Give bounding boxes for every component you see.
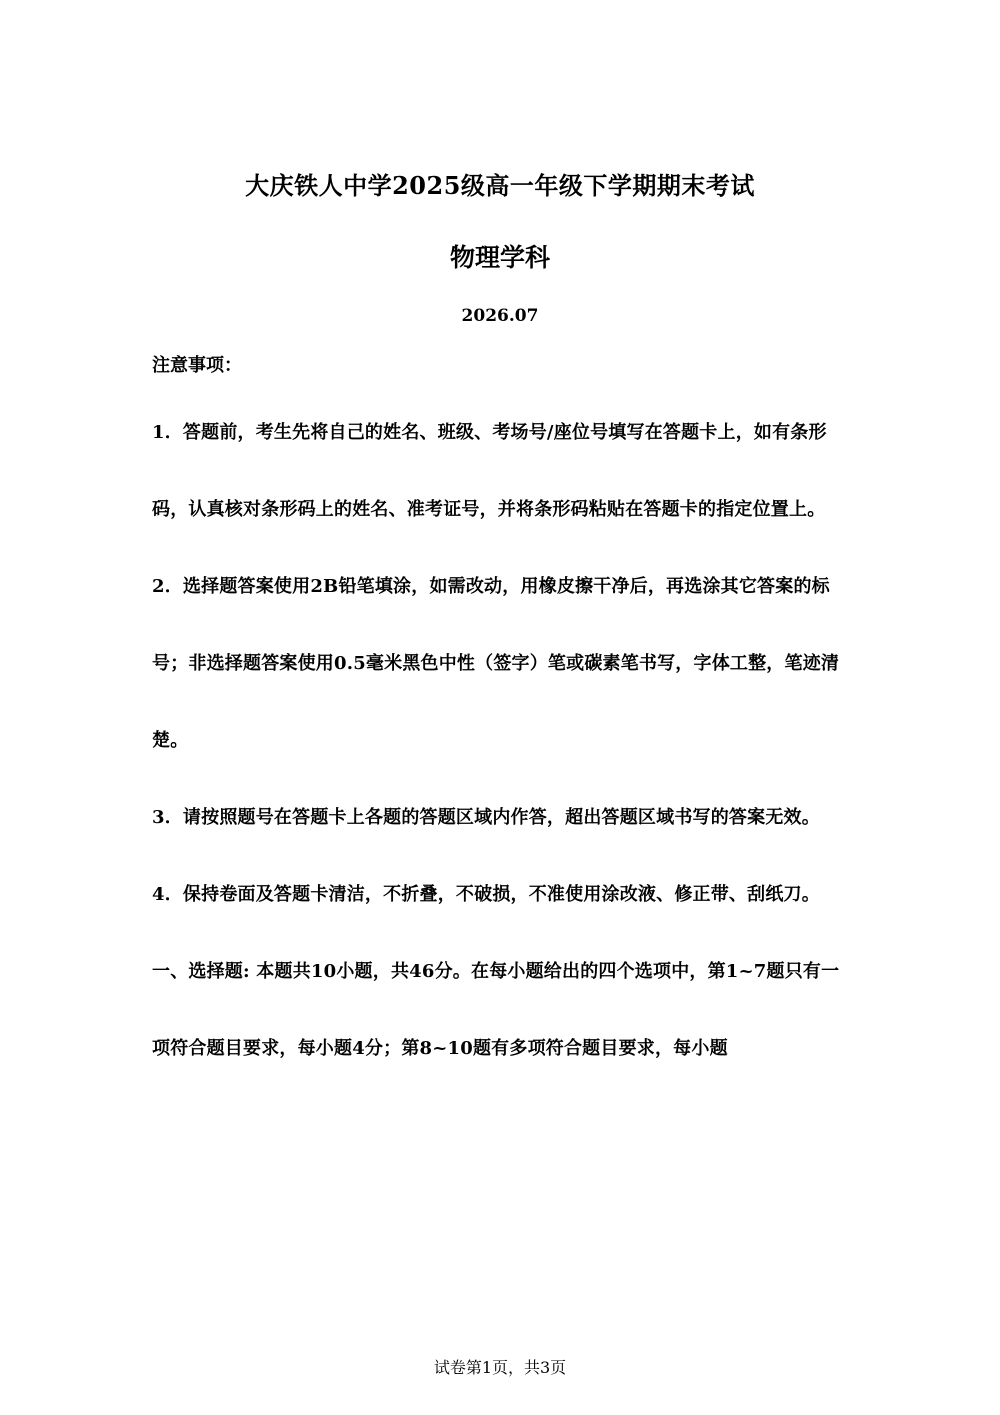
notice-item-1: 1．答题前，考生先将自己的姓名、班级、考场号/座位号填写在答题卡上，如有条形码，认真核对条形码上的姓名、准考证号，并将条形码粘贴在答题卡的指定位置上。 [152, 422, 827, 520]
notice-heading: 注意事项： [152, 355, 242, 376]
instructions-section [152, 352, 852, 1111]
notice-item-2: 2．选择题答案使用2B铅笔填涂，如需改动，用橡皮擦干净后，再选涂其它答案的标号；非选择题答案使用0.5毫米黑色中性（签字）笔或碳素笔书写，字体工整，笔迹清楚。 [152, 576, 840, 751]
choice-section-intro: 一、选择题: 本题共10小题，共46分。在每小题给出的四个选项中，第1~7题只有一项符合题目要求，每小题4分；第8~10题有多项符合题目要求，每小题 [152, 961, 840, 1059]
notice-item-3: 3．请按照题号在答题卡上各题的答题区域内作答，超出答题区域书写的答案无效。 [152, 807, 820, 828]
notice-item-4: 4．保持卷面及答题卡清洁，不折叠，不破损，不准使用涂改液、修正带、刮纸刀。 [152, 884, 820, 905]
exam-title: 大庆铁人中学2025级高一年级下学期期末考试 [245, 171, 755, 200]
subject-title: 物理学科 [449, 243, 550, 272]
exam-date: 2026.07 [461, 306, 539, 326]
page-footer: 试卷第1页，共3页 [433, 1358, 567, 1377]
